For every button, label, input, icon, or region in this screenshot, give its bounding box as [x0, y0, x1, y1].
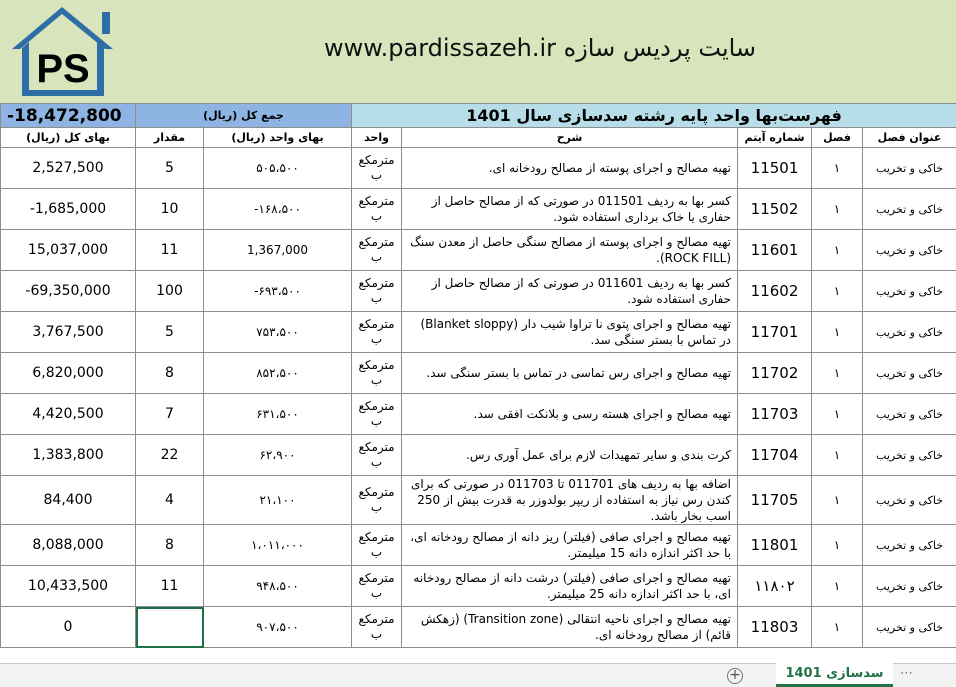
cell-total[interactable]: 10,433,500 — [1, 566, 136, 607]
cell-item-number[interactable]: 11501 — [738, 148, 812, 189]
table-row — [1, 394, 956, 435]
cell-chapter-title[interactable]: خاکی و تخریب — [863, 476, 956, 525]
cell-total[interactable]: 3,767,500 — [1, 312, 136, 353]
cell-qty[interactable]: 5 — [136, 148, 204, 189]
site-title: www.pardissazeh.ir سایت پردیس سازه — [323, 34, 757, 62]
grand-total-label[interactable]: جمع کل (ریال) — [136, 104, 352, 128]
cell-chapter-title[interactable]: خاکی و تخریب — [863, 607, 956, 648]
col-header-total[interactable]: بهای کل (ریال) — [1, 128, 136, 148]
cell-chapter-title[interactable]: خاکی و تخریب — [863, 230, 956, 271]
cell-unit-price[interactable]: ۸۵۲،۵۰۰ — [204, 353, 352, 394]
cell-total[interactable]: 84,400 — [1, 476, 136, 525]
cell-unit-price[interactable]: 1,367,000 — [204, 230, 352, 271]
cell-desc[interactable]: تهیه مصالح و اجرای پوسته از مصالح رودخانه ای. — [402, 148, 738, 189]
cell-qty[interactable]: 4 — [136, 476, 204, 525]
cell-qty[interactable]: 7 — [136, 394, 204, 435]
cell-qty[interactable] — [136, 607, 204, 648]
cell-chapter-title[interactable]: خاکی و تخریب — [863, 271, 956, 312]
sheet-tab-active[interactable]: سدسازی 1401 — [776, 663, 893, 687]
cell-chapter[interactable]: ۱ — [812, 476, 863, 525]
cell-chapter[interactable]: ۱ — [812, 353, 863, 394]
cell-unit[interactable]: مترمکع ب — [352, 230, 402, 271]
table-row — [1, 607, 956, 648]
cell-qty[interactable]: 5 — [136, 312, 204, 353]
cell-unit-price[interactable]: -۶۹۳،۵۰۰ — [204, 271, 352, 312]
cell-qty[interactable]: 10 — [136, 189, 204, 230]
cell-unit[interactable]: مترمکع ب — [352, 271, 402, 312]
cell-unit[interactable]: مترمکع ب — [352, 394, 402, 435]
col-header-chapter-title[interactable]: عنوان فصل — [863, 128, 956, 148]
table-row — [1, 312, 956, 353]
cell-chapter[interactable]: ۱ — [812, 394, 863, 435]
cell-chapter-title[interactable]: خاکی و تخریب — [863, 312, 956, 353]
grand-total-value[interactable]: -18,472,800 — [1, 104, 136, 128]
cell-desc[interactable]: تهیه مصالح و اجرای صافی (فیلتر) درشت دانه از مصالح رودخانه ای، با حد اکثر اندازه دانه 25 میلیمتر. — [402, 566, 738, 607]
cell-chapter[interactable]: ۱ — [812, 525, 863, 566]
cell-qty[interactable]: 11 — [136, 230, 204, 271]
cell-item-number[interactable]: 11705 — [738, 476, 812, 525]
cell-unit-price[interactable]: ۶۳۱،۵۰۰ — [204, 394, 352, 435]
cell-chapter[interactable]: ۱ — [812, 607, 863, 648]
cell-unit[interactable]: مترمکع ب — [352, 476, 402, 525]
cell-desc[interactable]: تهیه مصالح و اجرای پوسته از مصالح سنگی حاصل از معدن سنگ (ROCK FILL). — [402, 230, 738, 271]
cell-chapter-title[interactable]: خاکی و تخریب — [863, 435, 956, 476]
cell-unit-price[interactable]: ۹۴۸،۵۰۰ — [204, 566, 352, 607]
sheet-title[interactable]: فهرست‌بها واحد پایه رشته سدسازی سال 1401 — [352, 104, 956, 128]
cell-unit-price[interactable]: ۵۰۵،۵۰۰ — [204, 148, 352, 189]
cell-unit-price[interactable]: ۷۵۳،۵۰۰ — [204, 312, 352, 353]
cell-desc[interactable]: تهیه مصالح و اجرای پتوی نا تراوا شیب دار (Blanket sloppy) در تماس با بستر سنگی سد. — [402, 312, 738, 353]
col-header-unit[interactable]: واحد — [352, 128, 402, 148]
table-row — [1, 148, 956, 189]
cell-qty[interactable]: 100 — [136, 271, 204, 312]
cell-chapter-title[interactable]: خاکی و تخریب — [863, 525, 956, 566]
table-row — [1, 353, 956, 394]
cell-desc[interactable]: کسر بها به ردیف 011501 در صورتی که از مصالح حاصل از حفاری یا خاک برداری استفاده شود. — [402, 189, 738, 230]
cell-total[interactable]: -1,685,000 — [1, 189, 136, 230]
cell-chapter[interactable]: ۱ — [812, 148, 863, 189]
cell-total[interactable]: 4,420,500 — [1, 394, 136, 435]
cell-item-number[interactable]: ۱۱۸۰۲ — [738, 566, 812, 607]
cell-unit-price[interactable]: ۶۲،۹۰۰ — [204, 435, 352, 476]
cell-qty[interactable]: 22 — [136, 435, 204, 476]
cell-chapter[interactable]: ۱ — [812, 230, 863, 271]
cell-desc[interactable]: کسر بها به ردیف 011601 در صورتی که از مصالح حاصل از حفاری استفاده شود. — [402, 271, 738, 312]
cell-unit[interactable]: مترمکع ب — [352, 435, 402, 476]
cell-item-number[interactable]: 11704 — [738, 435, 812, 476]
cell-qty[interactable]: 8 — [136, 525, 204, 566]
cell-qty[interactable]: 11 — [136, 566, 204, 607]
cell-item-number[interactable]: 11602 — [738, 271, 812, 312]
cell-unit-price[interactable]: ۲۱،۱۰۰ — [204, 476, 352, 525]
price-list-table — [0, 103, 956, 648]
cell-unit[interactable]: مترمکع ب — [352, 148, 402, 189]
table-row — [1, 476, 956, 525]
table-row — [1, 566, 956, 607]
spreadsheet-grid[interactable] — [0, 103, 956, 663]
pardis-sazeh-logo — [10, 4, 115, 99]
sheet-tab-bar — [0, 663, 956, 687]
summary-row — [1, 104, 956, 128]
cell-total[interactable]: 6,820,000 — [1, 353, 136, 394]
cell-chapter[interactable]: ۱ — [812, 435, 863, 476]
cell-desc[interactable]: تهیه مصالح و اجرای هسته رسی و بلانکت افقی سد. — [402, 394, 738, 435]
cell-qty[interactable]: 8 — [136, 353, 204, 394]
cell-desc[interactable]: تهیه مصالح و اجرای رس تماسی در تماس با بستر سنگی سد. — [402, 353, 738, 394]
cell-total[interactable]: 2,527,500 — [1, 148, 136, 189]
cell-chapter[interactable]: ۱ — [812, 271, 863, 312]
table-row — [1, 271, 956, 312]
cell-item-number[interactable]: 11703 — [738, 394, 812, 435]
column-header-row — [1, 128, 956, 148]
col-header-chapter[interactable]: فصل — [812, 128, 863, 148]
col-header-unit-price[interactable]: بهای واحد (ریال) — [204, 128, 352, 148]
cell-unit[interactable]: مترمکع ب — [352, 189, 402, 230]
logo-text: PS — [36, 47, 90, 91]
add-sheet-button[interactable]: + — [727, 668, 743, 684]
cell-item-number[interactable]: 11601 — [738, 230, 812, 271]
cell-item-number[interactable]: 11502 — [738, 189, 812, 230]
cell-unit-price[interactable]: -۱۶۸،۵۰۰ — [204, 189, 352, 230]
cell-chapter[interactable]: ۱ — [812, 312, 863, 353]
cell-item-number[interactable]: 11803 — [738, 607, 812, 648]
cell-chapter-title[interactable]: خاکی و تخریب — [863, 148, 956, 189]
cell-total[interactable]: -69,350,000 — [1, 271, 136, 312]
table-row — [1, 435, 956, 476]
table-row — [1, 525, 956, 566]
cell-unit[interactable]: مترمکع ب — [352, 312, 402, 353]
cell-item-number[interactable]: 11801 — [738, 525, 812, 566]
cell-chapter[interactable]: ۱ — [812, 566, 863, 607]
cell-chapter[interactable]: ۱ — [812, 189, 863, 230]
col-header-qty[interactable]: مقدار — [136, 128, 204, 148]
table-row — [1, 230, 956, 271]
cell-total[interactable]: 1,383,800 — [1, 435, 136, 476]
cell-chapter-title[interactable]: خاکی و تخریب — [863, 566, 956, 607]
cell-total[interactable]: 8,088,000 — [1, 525, 136, 566]
cell-unit[interactable]: مترمکع ب — [352, 353, 402, 394]
cell-item-number[interactable]: 11701 — [738, 312, 812, 353]
cell-desc[interactable]: تهیه مصالح و اجرای صافی (فیلتر) ریز دانه از مصالح رودخانه ای، با حد اکثر اندازه دانه 15 میلیمتر. — [402, 525, 738, 566]
cell-unit[interactable]: مترمکع ب — [352, 607, 402, 648]
cell-total[interactable]: 15,037,000 — [1, 230, 136, 271]
cell-unit-price[interactable]: ۱،۰۱۱،۰۰۰ — [204, 525, 352, 566]
cell-chapter-title[interactable]: خاکی و تخریب — [863, 394, 956, 435]
cell-chapter-title[interactable]: خاکی و تخریب — [863, 189, 956, 230]
cell-unit-price[interactable]: ۹۰۷،۵۰۰ — [204, 607, 352, 648]
table-row — [1, 189, 956, 230]
cell-unit[interactable]: مترمکع ب — [352, 525, 402, 566]
cell-chapter-title[interactable]: خاکی و تخریب — [863, 353, 956, 394]
col-header-item[interactable]: شماره آیتم — [738, 128, 812, 148]
cell-desc[interactable]: اضافه بها به ردیف های 011701 تا 011703 در صورتی که برای کندن رس نیاز به استفاده از ریپر بولدوزر به قدرت بیش از 250 اسب بخار باشد. — [402, 476, 738, 525]
cell-desc[interactable]: کرت بندی و سایر تمهیدات لازم برای عمل آوری رس. — [402, 435, 738, 476]
cell-item-number[interactable]: 11702 — [738, 353, 812, 394]
site-banner — [0, 0, 956, 103]
col-header-desc[interactable]: شرح — [402, 128, 738, 148]
cell-unit[interactable]: مترمکع ب — [352, 566, 402, 607]
cell-total[interactable]: 0 — [1, 607, 136, 648]
cell-desc[interactable]: تهیه مصالح و اجرای ناحیه انتقالی (Transition zone) (زهکش قائم) از مصالح رودخانه ای. — [402, 607, 738, 648]
more-options-icon[interactable]: ⋯ — [900, 666, 913, 681]
